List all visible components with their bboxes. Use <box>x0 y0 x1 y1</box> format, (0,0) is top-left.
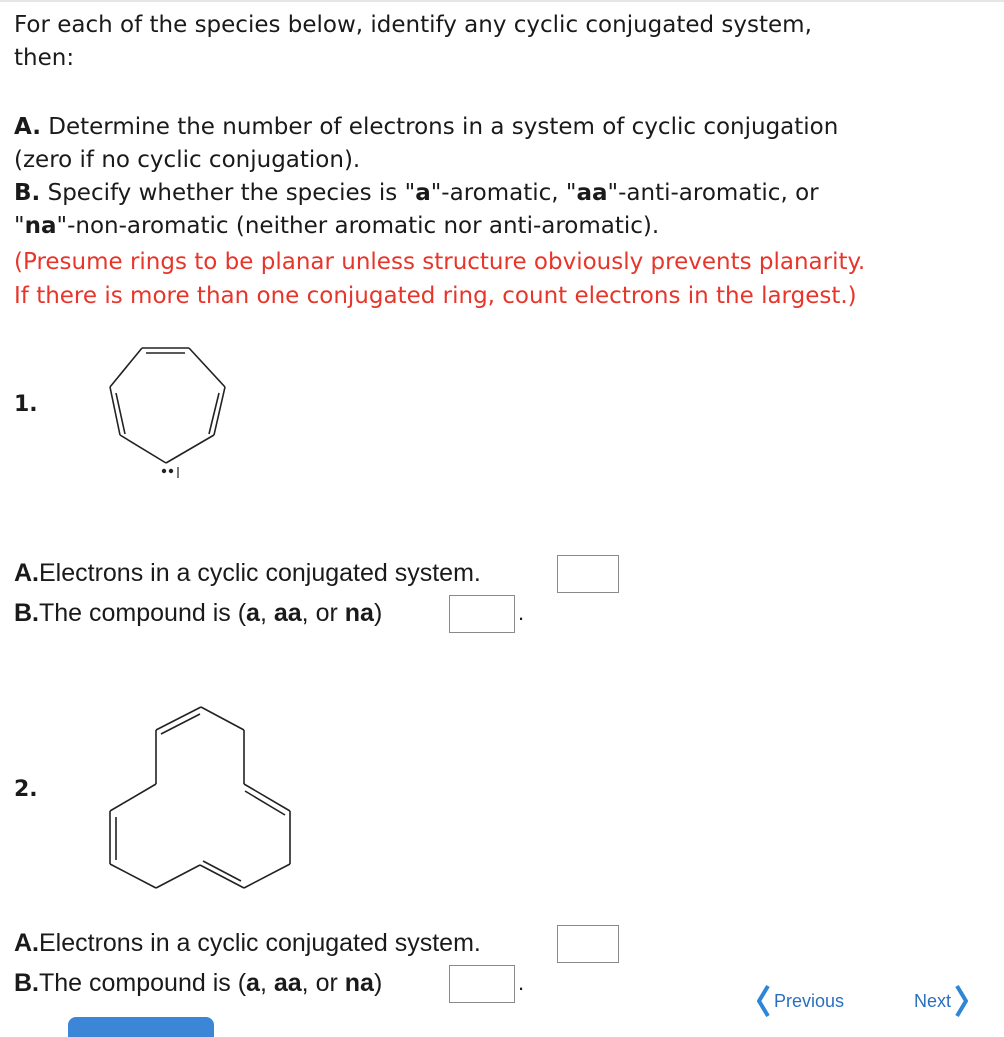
part-b-label: B. <box>14 969 39 997</box>
bond <box>110 387 120 435</box>
bond <box>110 864 156 888</box>
term-a: a <box>246 969 260 997</box>
instruction-a <box>14 111 838 144</box>
bond <box>200 865 244 888</box>
instructions-line-1: For each of the species below, identify any cyclic conjugated system, <box>14 12 812 38</box>
instruction-b <box>14 177 819 210</box>
note-line-1: (Presume rings to be planar unless structure obviously prevents planarity. <box>14 249 866 275</box>
text-segment: The compound is ( <box>39 969 247 997</box>
text-segment: Specify whether the species is " <box>40 180 416 206</box>
bond <box>201 707 244 730</box>
instruction-b-label: B. <box>14 180 41 206</box>
term-na: na <box>344 969 374 997</box>
bond <box>244 784 290 811</box>
text-segment: , <box>259 969 274 997</box>
bond <box>110 784 156 811</box>
bond <box>120 435 166 463</box>
question-2-electrons-input[interactable] <box>557 925 619 963</box>
submit-button[interactable] <box>68 1017 214 1037</box>
question-2-aromaticity-input[interactable] <box>449 965 515 1003</box>
bond <box>166 435 214 463</box>
text-segment: "-aromatic, " <box>430 180 577 206</box>
part-a-label: A. <box>14 929 39 957</box>
lone-pair-dot <box>169 469 173 473</box>
bond <box>110 348 142 387</box>
question-1-part-b <box>14 596 382 630</box>
term-a: a <box>246 599 260 627</box>
top-divider <box>0 0 1004 2</box>
cycloheptatrienyl-anion-icon <box>100 335 250 485</box>
text-segment: " <box>14 213 25 239</box>
question-1-number: 1. <box>14 392 38 417</box>
question-2-part-b <box>14 966 382 1000</box>
term-aa: aa <box>576 180 608 206</box>
instruction-b-line-2 <box>14 210 659 243</box>
term-aa: aa <box>273 969 302 997</box>
question-1-electrons-input[interactable] <box>557 555 619 593</box>
next-button[interactable] <box>914 984 969 1018</box>
term-aa: aa <box>273 599 302 627</box>
previous-button[interactable] <box>756 984 844 1018</box>
bond <box>245 791 285 815</box>
term-na: na <box>344 599 374 627</box>
part-a-text: Electrons in a cyclic conjugated system. <box>39 559 481 587</box>
bond <box>156 865 200 888</box>
question-2-part-a <box>14 926 481 960</box>
bond <box>209 393 219 434</box>
text-segment: ) <box>373 969 383 997</box>
cyclononatetraene-ring-icon <box>100 700 300 895</box>
text-segment: "-anti-aromatic, or <box>607 180 819 206</box>
bond <box>203 861 241 881</box>
part-b-label: B. <box>14 599 39 627</box>
period: . <box>518 600 525 625</box>
next-label: Next <box>914 990 952 1011</box>
question-1-part-a <box>14 556 481 590</box>
text-segment: ) <box>373 599 383 627</box>
text-segment: "-non-aromatic (neither aromatic nor anti-aromatic). <box>56 213 660 239</box>
instruction-a-line-2: (zero if no cyclic conjugation). <box>14 147 361 173</box>
bond <box>189 348 225 387</box>
question-2-number: 2. <box>14 777 38 802</box>
previous-label: Previous <box>774 990 845 1011</box>
lone-pair-dot <box>162 469 166 473</box>
text-segment: , <box>259 599 274 627</box>
part-a-label: A. <box>14 559 39 587</box>
instruction-a-text: Determine the number of electrons in a system of cyclic conjugation <box>40 114 839 140</box>
note-line-2: If there is more than one conjugated ring, count electrons in the largest.) <box>14 283 857 309</box>
term-a: a <box>415 180 431 206</box>
chevron-right-icon <box>955 984 969 1018</box>
chevron-left-icon <box>756 984 770 1018</box>
period: . <box>518 970 525 995</box>
term-na: na <box>24 213 57 239</box>
bond <box>116 393 125 434</box>
text-segment: The compound is ( <box>39 599 247 627</box>
bond <box>244 864 290 888</box>
text-segment: , or <box>301 969 345 997</box>
text-segment: , or <box>301 599 345 627</box>
chevron-stroke <box>759 986 768 1016</box>
instructions-line-2: then: <box>14 45 75 71</box>
bond <box>156 707 201 730</box>
part-a-text: Electrons in a cyclic conjugated system. <box>39 929 481 957</box>
instruction-a-label: A. <box>14 114 41 140</box>
chevron-stroke <box>957 986 966 1016</box>
question-1-aromaticity-input[interactable] <box>449 595 515 633</box>
